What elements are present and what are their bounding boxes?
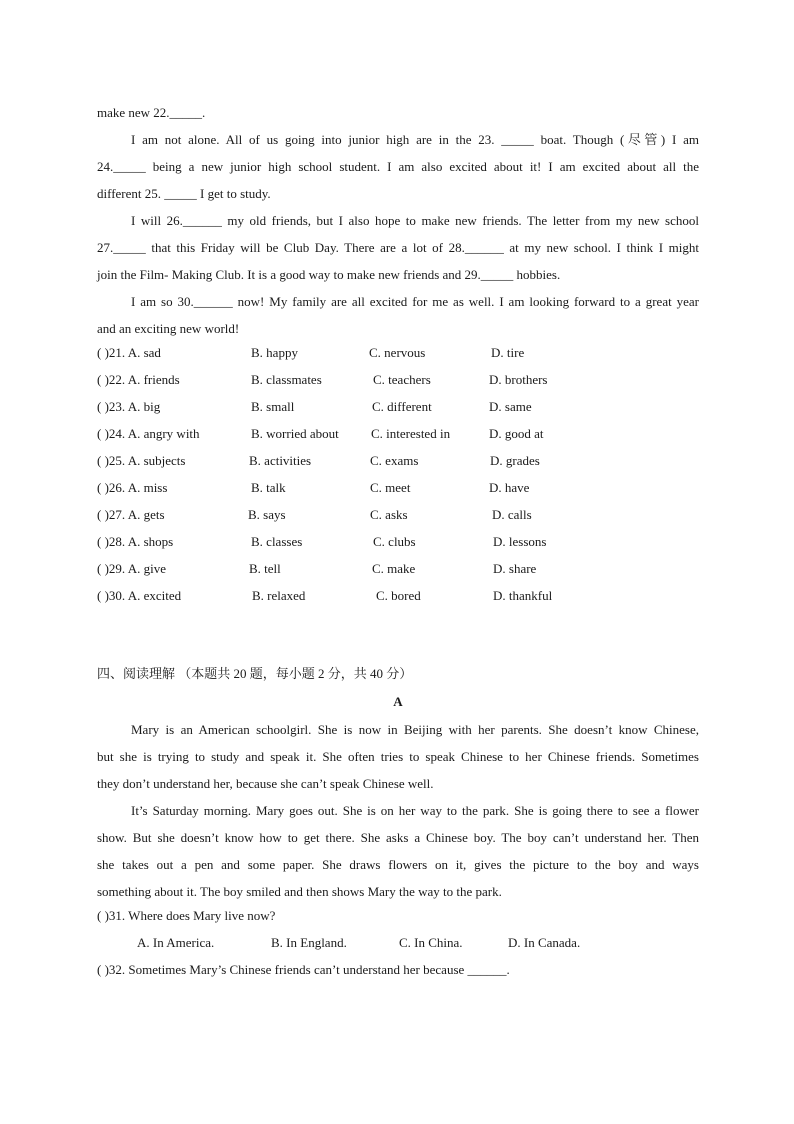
passage-line: but she is trying to study and speak it. She often tries to speak Chinese to her Chinese friends. Sometimes: [97, 749, 699, 764]
passage-title: A: [393, 694, 403, 709]
option-b: B. worried about: [251, 426, 339, 441]
option-a: A. In America.: [137, 935, 215, 950]
question-number-and-option-a: ( )24. A. angry with: [97, 426, 200, 441]
option-b: B. classmates: [251, 372, 322, 387]
passage-line: I am not alone. All of us going into junior high are in the 23. _____ boat. Though (尽管) I am: [131, 132, 699, 147]
question-number-and-option-a: ( )29. A. give: [97, 561, 166, 576]
option-c: C. interested in: [371, 426, 451, 441]
option-d: D. lessons: [493, 534, 547, 549]
passage-line: I am so 30.______ now! My family are all excited for me as well. I am looking forward to a great year: [131, 294, 699, 309]
passage-line: 24._____ being a new junior high school student. I am also excited about it! I am excited about all the: [97, 159, 699, 174]
passage-line: 27._____ that this Friday will be Club Day. There are a lot of 28.______ at my new school. I think I might: [97, 240, 699, 255]
option-c: C. different: [372, 399, 432, 414]
reading-passage-a: [97, 716, 699, 905]
option-d: D. brothers: [489, 372, 548, 387]
option-c: C. teachers: [373, 372, 431, 387]
passage-line: It’s Saturday morning. Mary goes out. She is on her way to the park. She is going there to see a flower: [131, 803, 699, 818]
passage-line: and an exciting new world!: [97, 321, 240, 336]
passage-line: different 25. _____ I get to study.: [97, 186, 271, 201]
passage-line: they don’t understand her, because she can’t speak Chinese well.: [97, 776, 434, 791]
option-b: B. In England.: [271, 935, 347, 950]
option-c: C. make: [372, 561, 416, 576]
option-d: D. have: [489, 480, 530, 495]
option-c: C. In China.: [399, 935, 463, 950]
passage-line: something about it. The boy smiled and then shows Mary the way to the park.: [97, 884, 502, 899]
option-d: D. calls: [492, 507, 532, 522]
question-number-and-option-a: ( )27. A. gets: [97, 507, 165, 522]
option-b: B. happy: [251, 345, 298, 360]
option-b: B. tell: [249, 561, 281, 576]
cloze-question-row: [97, 528, 699, 555]
cloze-question-row: [97, 420, 699, 447]
passage-line: I will 26.______ my old friends, but I also hope to make new friends. The letter from my new school: [131, 213, 699, 228]
passage-line: make new 22._____.: [97, 105, 206, 120]
question-31: [97, 902, 699, 929]
option-d: D. share: [493, 561, 537, 576]
cloze-question-row: [97, 555, 699, 582]
option-c: C. bored: [376, 588, 421, 603]
passage-line: show. But she doesn’t know how to get there. She asks a Chinese boy. The boy can’t understand her. Then: [97, 830, 699, 845]
cloze-question-row: [97, 339, 699, 366]
question-number-and-option-a: ( )23. A. big: [97, 399, 161, 414]
cloze-question-row: [97, 393, 699, 420]
option-d: D. tire: [491, 345, 525, 360]
passage-line: Mary is an American schoolgirl. She is now in Beijing with her parents. She doesn’t know Chinese,: [131, 722, 699, 737]
option-d: D. same: [489, 399, 532, 414]
cloze-question-row: [97, 474, 699, 501]
question-32-text: ( )32. Sometimes Mary’s Chinese friends can’t understand her because ______.: [97, 962, 510, 977]
option-c: C. exams: [370, 453, 419, 468]
option-c: C. clubs: [373, 534, 416, 549]
option-b: B. small: [251, 399, 295, 414]
cloze-passage: [97, 99, 699, 342]
option-c: C. asks: [370, 507, 408, 522]
option-d: D. good at: [489, 426, 544, 441]
passage-line: she takes out a pen and some paper. She draws flowers on it, gives the picture to the boy and ways: [97, 857, 699, 872]
question-number-and-option-a: ( )28. A. shops: [97, 534, 174, 549]
option-d: D. grades: [490, 453, 540, 468]
option-b: B. says: [248, 507, 286, 522]
question-number-and-option-a: ( )21. A. sad: [97, 345, 161, 360]
option-c: C. meet: [370, 480, 411, 495]
section-heading: 四、阅读理解 （本题共 20 题，每小题 2 分，共 40 分）: [97, 666, 413, 681]
cloze-question-row: [97, 447, 699, 474]
question-32: [97, 956, 699, 983]
question-number-and-option-a: ( )22. A. friends: [97, 372, 180, 387]
cloze-question-row: [97, 501, 699, 528]
option-d: D. In Canada.: [508, 935, 581, 950]
option-c: C. nervous: [369, 345, 426, 360]
option-d: D. thankful: [493, 588, 553, 603]
option-b: B. relaxed: [252, 588, 306, 603]
question-31-text: ( )31. Where does Mary live now?: [97, 908, 276, 923]
cloze-question-row: [97, 366, 699, 393]
option-b: B. classes: [251, 534, 303, 549]
passage-line: join the Film- Making Club. It is a good way to make new friends and 29._____ hobbies.: [97, 267, 561, 282]
question-number-and-option-a: ( )30. A. excited: [97, 588, 182, 603]
question-number-and-option-a: ( )26. A. miss: [97, 480, 168, 495]
option-b: B. activities: [249, 453, 312, 468]
cloze-question-row: [97, 582, 699, 609]
question-31-options: [97, 929, 699, 956]
question-number-and-option-a: ( )25. A. subjects: [97, 453, 186, 468]
option-b: B. talk: [251, 480, 286, 495]
